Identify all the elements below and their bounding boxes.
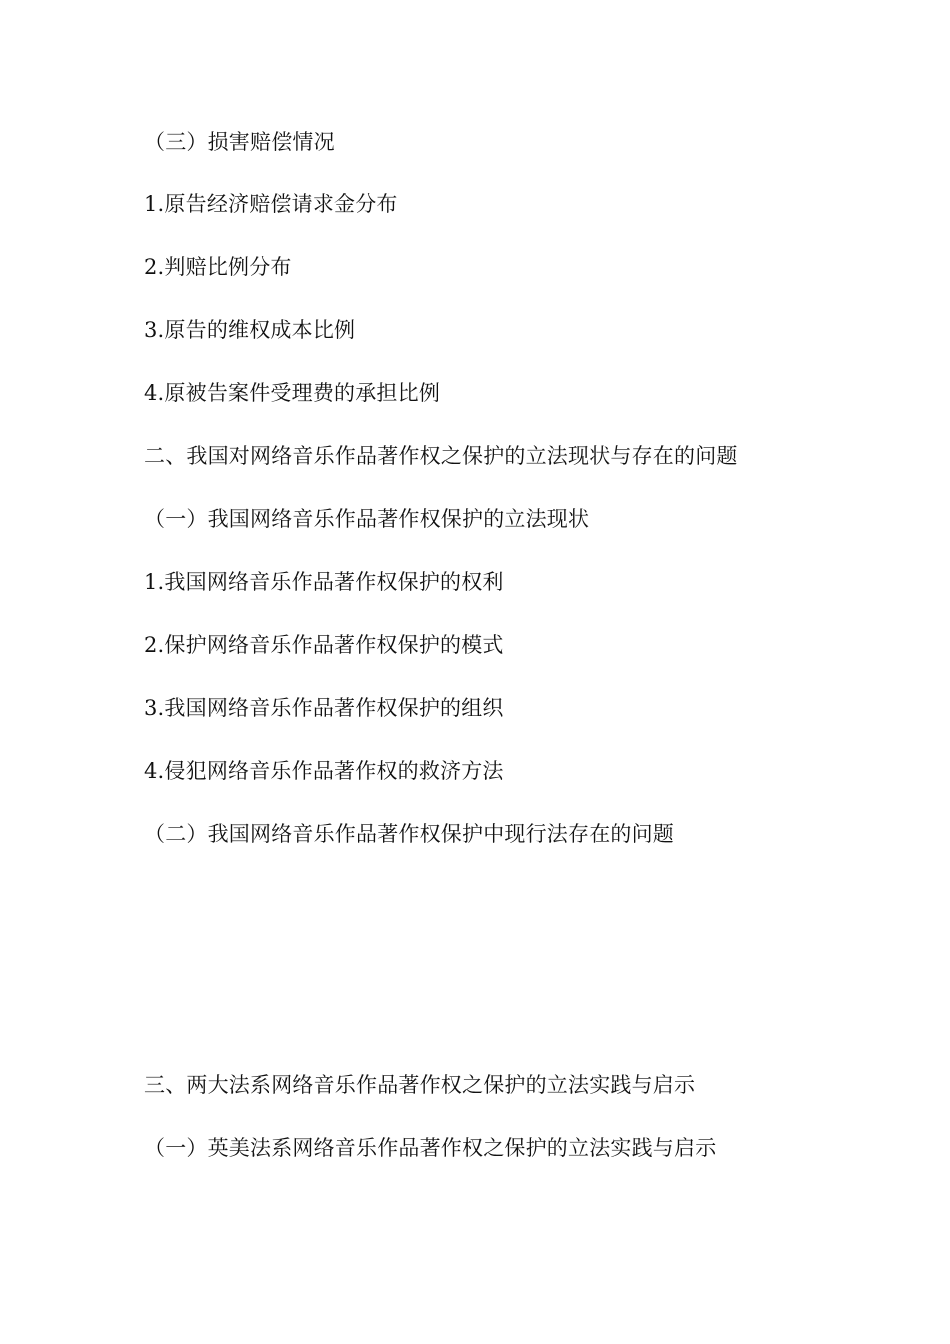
list-item: 3.原告的维权成本比例: [144, 318, 356, 342]
chapter-heading-3: 三、两大法系网络音乐作品著作权之保护的立法实践与启示: [144, 1073, 696, 1097]
list-item: 2.判赔比例分布: [144, 255, 292, 279]
list-item: 1.我国网络音乐作品著作权保护的权利: [144, 570, 504, 594]
section-heading: （一）英美法系网络音乐作品著作权之保护的立法实践与启示: [144, 1136, 717, 1160]
chapter-heading-2: 二、我国对网络音乐作品著作权之保护的立法现状与存在的问题: [144, 444, 738, 468]
list-item: 1.原告经济赔偿请求金分布: [144, 192, 398, 216]
list-item: 4.原被告案件受理费的承担比例: [144, 381, 441, 405]
list-item: 2.保护网络音乐作品著作权保护的模式: [144, 633, 504, 657]
list-item: 3.我国网络音乐作品著作权保护的组织: [144, 696, 504, 720]
section-heading-damages: （三）损害赔偿情况: [144, 130, 335, 154]
list-item: 4.侵犯网络音乐作品著作权的救济方法: [144, 759, 504, 783]
section-heading: （二）我国网络音乐作品著作权保护中现行法存在的问题: [144, 822, 674, 846]
section-heading: （一）我国网络音乐作品著作权保护的立法现状: [144, 507, 590, 531]
